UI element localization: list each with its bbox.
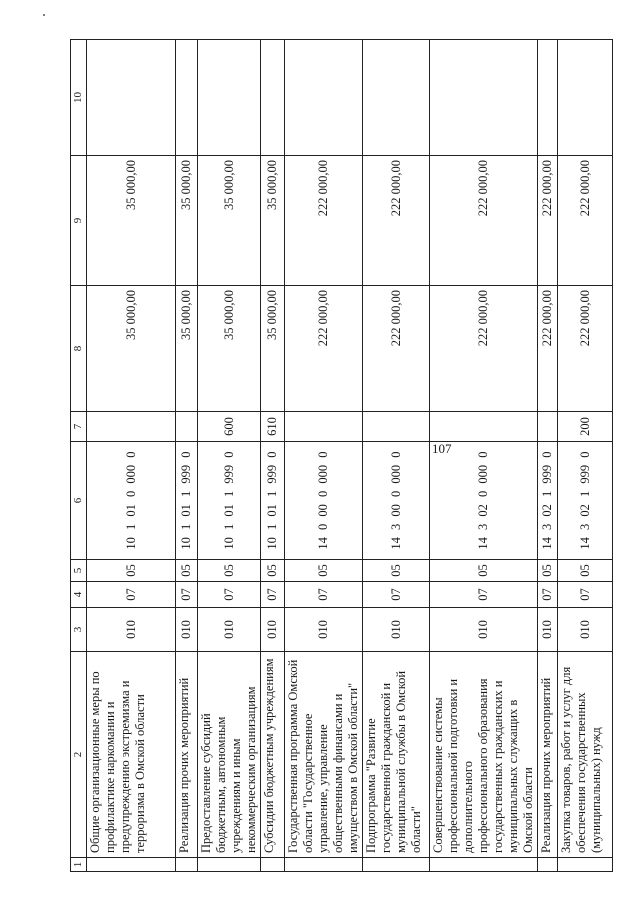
budget-table-rotated — [70, 40, 603, 872]
cell-section: 07 — [538, 582, 558, 608]
cell-ministry: 010 — [176, 608, 198, 652]
cell-num — [176, 858, 198, 872]
cell-amount-9: 222 000,00 — [430, 156, 538, 286]
table-row — [176, 40, 198, 872]
table-row — [538, 40, 558, 872]
cell-expense-type: 610 — [261, 412, 285, 442]
cell-amount-10 — [285, 40, 363, 156]
table-row — [261, 40, 285, 872]
cell-target-code: 14 3 02 0 000 0 — [430, 442, 538, 560]
cell-name: Реализация прочих мероприятий — [538, 652, 558, 858]
header-col-1: 1 — [71, 858, 87, 872]
cell-subsection: 05 — [363, 560, 430, 582]
cell-expense-type — [430, 412, 538, 442]
cell-amount-9: 35 000,00 — [198, 156, 261, 286]
cell-amount-10 — [176, 40, 198, 156]
cell-num — [261, 858, 285, 872]
table-row — [363, 40, 430, 872]
cell-name: Государственная программа Омской области "Государственное управление, управление общественными финансами и имуществом в Омской области" — [285, 652, 363, 858]
cell-subsection: 05 — [285, 560, 363, 582]
cell-expense-type — [538, 412, 558, 442]
cell-ministry: 010 — [87, 608, 176, 652]
header-col-7: 7 — [71, 412, 87, 442]
table-row — [87, 40, 176, 872]
cell-amount-9: 222 000,00 — [285, 156, 363, 286]
cell-ministry: 010 — [363, 608, 430, 652]
cell-ministry: 010 — [538, 608, 558, 652]
header-col-8: 8 — [71, 286, 87, 412]
table-row — [430, 40, 538, 872]
cell-target-code: 14 3 00 0 000 0 — [363, 442, 430, 560]
cell-amount-8: 222 000,00 — [363, 286, 430, 412]
cell-amount-10 — [198, 40, 261, 156]
header-col-4: 4 — [71, 582, 87, 608]
header-col-3: 3 — [71, 608, 87, 652]
cell-subsection: 05 — [538, 560, 558, 582]
cell-amount-10 — [261, 40, 285, 156]
cell-target-code: 14 0 00 0 000 0 — [285, 442, 363, 560]
cell-target-code: 14 3 02 1 999 0 — [558, 442, 613, 560]
header-col-5: 5 — [71, 560, 87, 582]
cell-amount-8: 222 000,00 — [285, 286, 363, 412]
cell-amount-8: 35 000,00 — [261, 286, 285, 412]
cell-section: 07 — [87, 582, 176, 608]
cell-amount-8: 35 000,00 — [87, 286, 176, 412]
cell-subsection: 05 — [558, 560, 613, 582]
cell-amount-9: 222 000,00 — [558, 156, 613, 286]
cell-section: 07 — [261, 582, 285, 608]
header-row — [71, 40, 87, 872]
cell-subsection: 05 — [430, 560, 538, 582]
cell-subsection: 05 — [176, 560, 198, 582]
cell-ministry: 010 — [198, 608, 261, 652]
header-col-9: 9 — [71, 156, 87, 286]
cell-expense-type — [176, 412, 198, 442]
cell-expense-type: 600 — [198, 412, 261, 442]
cell-target-code: 14 3 02 1 999 0 — [538, 442, 558, 560]
cell-target-code: 10 1 01 0 000 0 — [87, 442, 176, 560]
cell-ministry: 010 — [261, 608, 285, 652]
cell-amount-10 — [538, 40, 558, 156]
cell-amount-10 — [87, 40, 176, 156]
cell-num — [538, 858, 558, 872]
cell-target-code: 10 1 01 1 999 0 — [176, 442, 198, 560]
cell-name: Предоставление субсидий бюджетным, автономным учреждениям и иным некоммерческим организациям — [198, 652, 261, 858]
cell-amount-8: 222 000,00 — [558, 286, 613, 412]
cell-amount-9: 35 000,00 — [87, 156, 176, 286]
cell-num — [198, 858, 261, 872]
cell-expense-type — [363, 412, 430, 442]
cell-target-code: 10 1 01 1 999 0 — [198, 442, 261, 560]
budget-table — [70, 39, 613, 872]
cell-amount-10 — [363, 40, 430, 156]
cell-amount-9: 222 000,00 — [363, 156, 430, 286]
cell-num — [87, 858, 176, 872]
header-col-6: 6 — [71, 442, 87, 560]
cell-section: 07 — [285, 582, 363, 608]
table-row — [558, 40, 613, 872]
cell-subsection: 05 — [198, 560, 261, 582]
table-row — [285, 40, 363, 872]
cell-amount-8: 35 000,00 — [198, 286, 261, 412]
cell-amount-8: 35 000,00 — [176, 286, 198, 412]
cell-amount-9: 35 000,00 — [176, 156, 198, 286]
cell-amount-9: 35 000,00 — [261, 156, 285, 286]
header-col-2: 2 — [71, 652, 87, 858]
cell-amount-10 — [430, 40, 538, 156]
scan-speck — [43, 14, 45, 16]
cell-subsection: 05 — [87, 560, 176, 582]
table-row — [198, 40, 261, 872]
cell-section: 07 — [558, 582, 613, 608]
cell-expense-type — [285, 412, 363, 442]
cell-section: 07 — [363, 582, 430, 608]
cell-name: Закупка товаров, работ и услуг для обеспечения государственных (муниципальных) нужд — [558, 652, 613, 858]
cell-num — [558, 858, 613, 872]
cell-amount-10 — [558, 40, 613, 156]
cell-expense-type: 200 — [558, 412, 613, 442]
cell-num — [285, 858, 363, 872]
cell-subsection: 05 — [261, 560, 285, 582]
cell-num — [363, 858, 430, 872]
cell-amount-8: 222 000,00 — [538, 286, 558, 412]
page-number: 107 — [432, 441, 452, 456]
cell-section: 07 — [198, 582, 261, 608]
cell-name: Субсидии бюджетным учреждениям — [261, 652, 285, 858]
cell-target-code: 10 1 01 1 999 0 — [261, 442, 285, 560]
cell-section: 07 — [176, 582, 198, 608]
cell-ministry: 010 — [558, 608, 613, 652]
cell-name: Реализация прочих мероприятий — [176, 652, 198, 858]
cell-name: Общие организационные меры по профилактике наркомании и предупреждению экстремизма и терроризма в Омской области — [87, 652, 176, 858]
header-col-10: 10 — [71, 40, 87, 156]
cell-ministry: 010 — [285, 608, 363, 652]
cell-section: 07 — [430, 582, 538, 608]
cell-amount-8: 222 000,00 — [430, 286, 538, 412]
cell-expense-type — [87, 412, 176, 442]
cell-ministry: 010 — [430, 608, 538, 652]
cell-num — [430, 858, 538, 872]
cell-name: Подпрограмма "Развитие государственной гражданской и муниципальной службы в Омской области" — [363, 652, 430, 858]
cell-name: Совершенствование системы профессиональной подготовки и дополнительного профессионального образования государственных гражданских и муниципальных служащих в Омской области — [430, 652, 538, 858]
cell-amount-9: 222 000,00 — [538, 156, 558, 286]
